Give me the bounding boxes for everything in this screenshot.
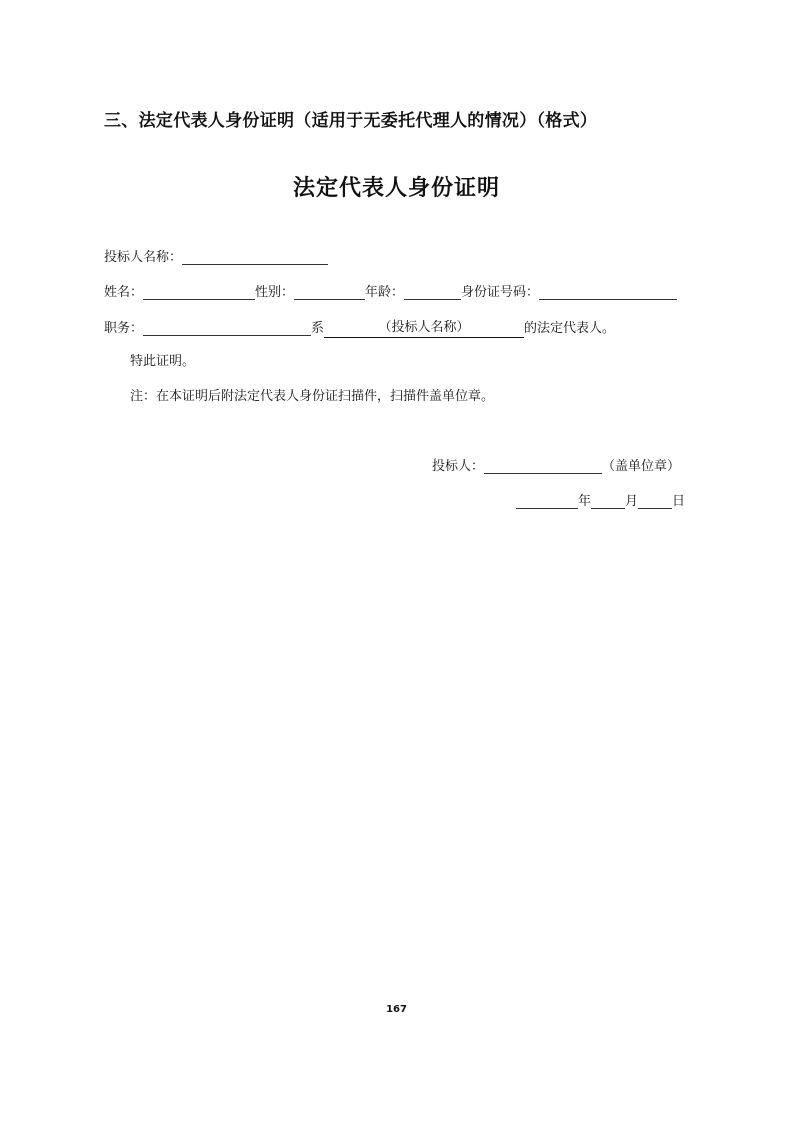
position-row [104,319,615,338]
age-label: 年龄： [365,285,405,300]
bidder-signature-field[interactable] [484,460,602,474]
note-row [130,388,494,406]
id-number-label: 身份证号码： [461,285,540,300]
certify-text: 特此证明。 [130,354,196,369]
certify-row [130,353,195,371]
gender-label: 性别： [255,285,295,300]
id-number-field[interactable] [539,286,677,300]
bidder-signature-label: 投标人： [432,459,485,474]
position-field[interactable] [143,322,311,336]
name-field[interactable] [143,286,255,300]
year-label: 年 [578,494,592,509]
date-row [516,493,685,511]
bidder-name-label: 投标人名称： [104,250,183,265]
position-label: 职务： [104,321,144,336]
day-label: 日 [672,494,686,509]
relation-text: 系 [311,321,325,336]
bidder-name-placeholder[interactable]: （投标人名称） [324,319,524,338]
personal-info-row [104,284,677,302]
legal-rep-suffix: 的法定代表人。 [524,321,616,336]
age-field[interactable] [404,286,461,300]
name-label: 姓名： [104,285,144,300]
day-field[interactable] [638,495,672,509]
document-title: 法定代表人身份证明 [292,176,500,201]
bidder-signature-row [432,458,680,476]
month-label: 月 [625,494,639,509]
gender-field[interactable] [294,286,365,300]
seal-text: （盖单位章） [602,459,681,474]
page-number: 167 [386,1004,407,1015]
bidder-name-row [104,249,328,267]
month-field[interactable] [591,495,625,509]
section-heading: 三、法定代表人身份证明（适用于无委托代理人的情况）（格式） [104,111,598,131]
year-field[interactable] [516,495,578,509]
bidder-name-field[interactable] [182,251,328,265]
note-text: 注：在本证明后附法定代表人身份证扫描件，扫描件盖单位章。 [130,389,495,404]
